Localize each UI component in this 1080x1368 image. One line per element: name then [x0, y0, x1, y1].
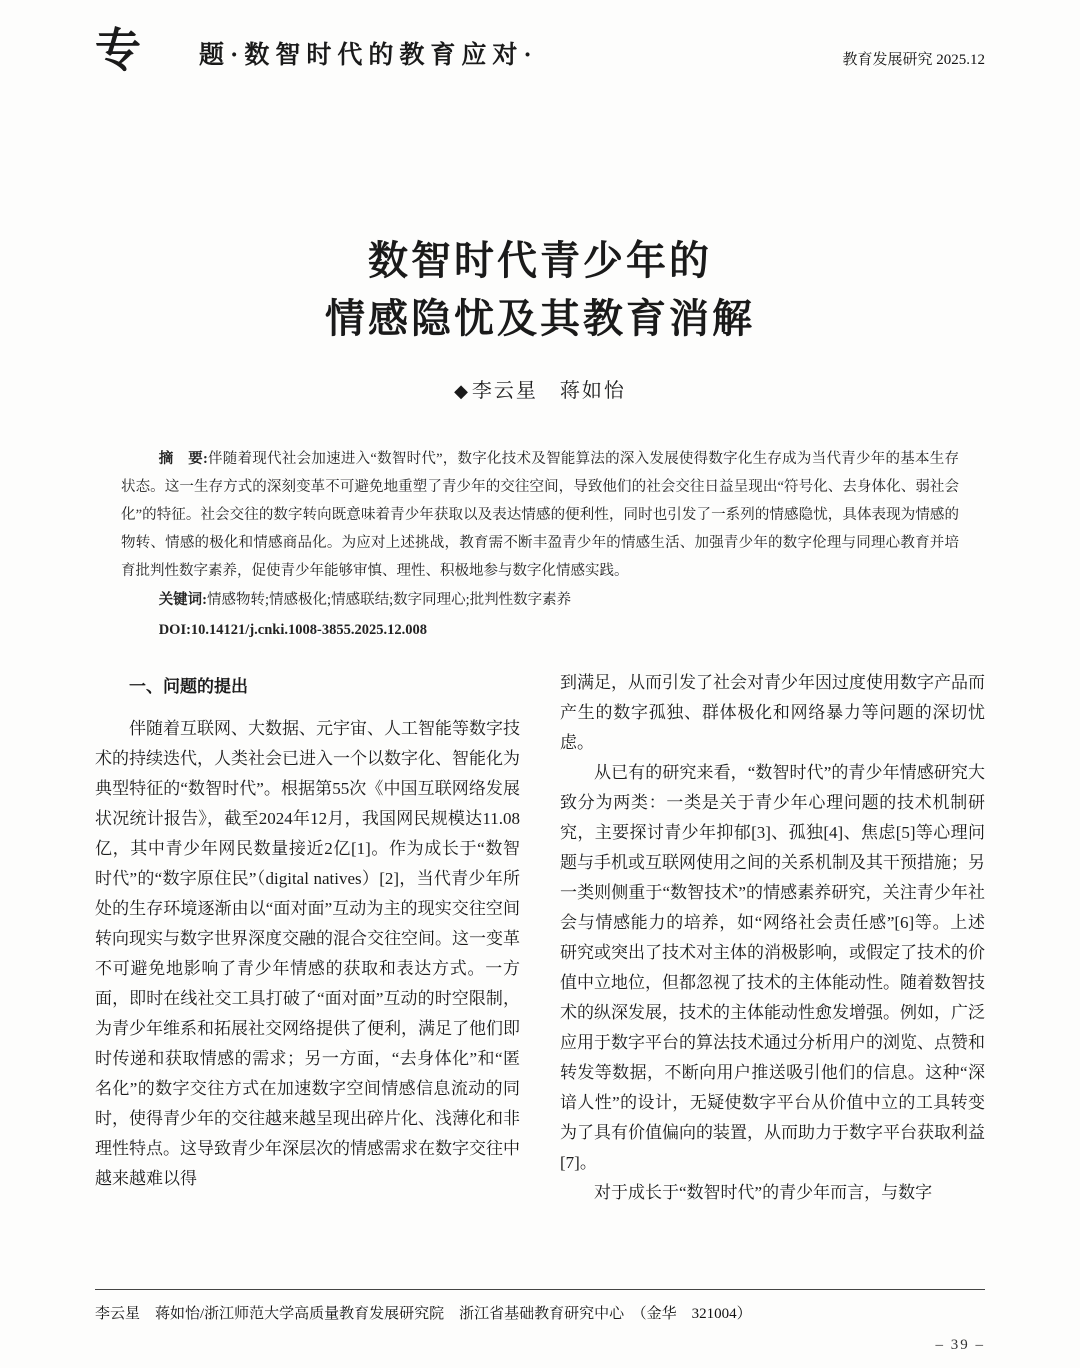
body-paragraph: 伴随着互联网、大数据、元宇宙、人工智能等数字技术的持续迭代，人类社会已进入一个以数字化、智能化为典型特征的“数智时代”。根据第55次《中国互联网络发展状况统计报告》，截至2024年12月，我国网民规模达11.08亿，其中青少年网民数量接近2亿[1]。作为成长于“数智时代”的“数字原住民”（digital natives）[2]，当代青少年所处的生存环境逐渐由以“面对面”互动为主的现实交往空间转向现实与数字世界深度交融的混合交往空间。这一变革不可避免地影响了青少年情感的获取和表达方式。一方面，即时在线社交工具打破了“面对面”互动的时空限制，为青少年维系和拓展社交网络提供了便利，满足了他们即时传递和获取情感的需求；另一方面，“去身体化”和“匿名化”的数字交往方式在加速数字空间情感信息流动的同时，使得青少年的交往越来越呈现出碎片化、浅薄化和非理性特点。这导致青少年深层次的情感需求在数字交往中越来越难以得: [95, 719, 520, 1188]
keywords-line: [121, 586, 959, 614]
page-number: – 39 –: [935, 1337, 985, 1353]
authors-line: [95, 374, 985, 403]
keywords-text: 情感物转;情感极化;情感联结;数字同理心;批判性数字素养: [207, 592, 572, 608]
keywords-label: 关键词:: [158, 592, 208, 608]
body-paragraph: 对于成长于“数智时代”的青少年而言，与数字: [594, 1183, 933, 1202]
column-header: [95, 25, 538, 76]
body-paragraph: 从已有的研究来看，“数智时代”的青少年情感研究大致分为两类：一类是关于青少年心理问题的技术机制研究，主要探讨青少年抑郁[3]、孤独[4]、焦虑[5]等心理问题与手机或互联网使用之间的关系机制及其干预措施；另一类则侧重于“数智技术”的情感素养研究，关注青少年社会与情感能力的培养，如“网络社会责任感”[6]等。上述研究或突出了技术对主体的消极影响，或假定了技术的价值中立地位，但都忽视了技术的主体能动性。随着数智技术的纵深发展，技术的主体能动性愈发增强。例如，广泛应用于数字平台的算法技术通过分析用户的浏览、点赞和转发等数据，不断向用户推送吸引他们的信息。这种“深谙人性”的设计，无疑使数字平台从价值中立的工具转变为了具有价值偏向的装置，从而助力于数字平台获取利益[7]。: [560, 763, 985, 1172]
journal-info: 教育发展研究 2025.12: [842, 52, 985, 68]
author-names: 李云星 蒋如怡: [471, 380, 626, 402]
body-paragraph: 到满足，从而引发了社会对青少年因过度使用数字产品而产生的数字孤独、群体极化和网络暴力等问题的深切忧虑。: [560, 673, 985, 752]
column-title: 题·数智时代的教育应对·: [199, 42, 538, 69]
article-title-line1: 数智时代青少年的: [368, 238, 712, 283]
author-affiliation-footnote: 李云星 蒋如怡/浙江师范大学高质量教育发展研究院 浙江省基础教育研究中心 （金华 321004）: [95, 1289, 985, 1323]
abstract-paragraph: [121, 445, 959, 585]
article-body: [95, 668, 985, 1208]
column-big-char: 专: [95, 25, 141, 76]
abstract-text: 伴随着现代社会加速进入“数智时代”，数字化技术及智能算法的深入发展使得数字化生存成为当代青少年的基本生存状态。这一生存方式的深刻变革不可避免地重塑了青少年的交往空间，导致他们的社会交往日益呈现出“符号化、去身体化、弱社会化”的特征。社会交往的数字转向既意味着青少年获取以及表达情感的便利性，同时也引发了一系列的情感隐忧，具体表现为情感的物转、情感的极化和情感商品化。为应对上述挑战，教育需不断丰盈青少年的情感生活、加强青少年的数字伦理与同理心教育并培育批判性数字素养，促使青少年能够审慎、理性、积极地参与数字化情感实践。: [121, 451, 959, 579]
article-title-line2: 情感隐忧及其教育消解: [325, 296, 755, 341]
page-header: [95, 25, 985, 76]
section-heading: 一、问题的提出: [129, 677, 248, 696]
author-diamond-icon: ◆: [454, 381, 470, 401]
doi-line: DOI:10.14121/j.cnki.1008-3855.2025.12.008: [158, 622, 427, 638]
abstract-block: [121, 445, 959, 644]
article-title: [95, 232, 985, 348]
left-column: [95, 668, 520, 1208]
page-footer: [95, 1289, 985, 1354]
abstract-label: 摘 要:: [158, 451, 208, 467]
right-column: [560, 668, 985, 1208]
